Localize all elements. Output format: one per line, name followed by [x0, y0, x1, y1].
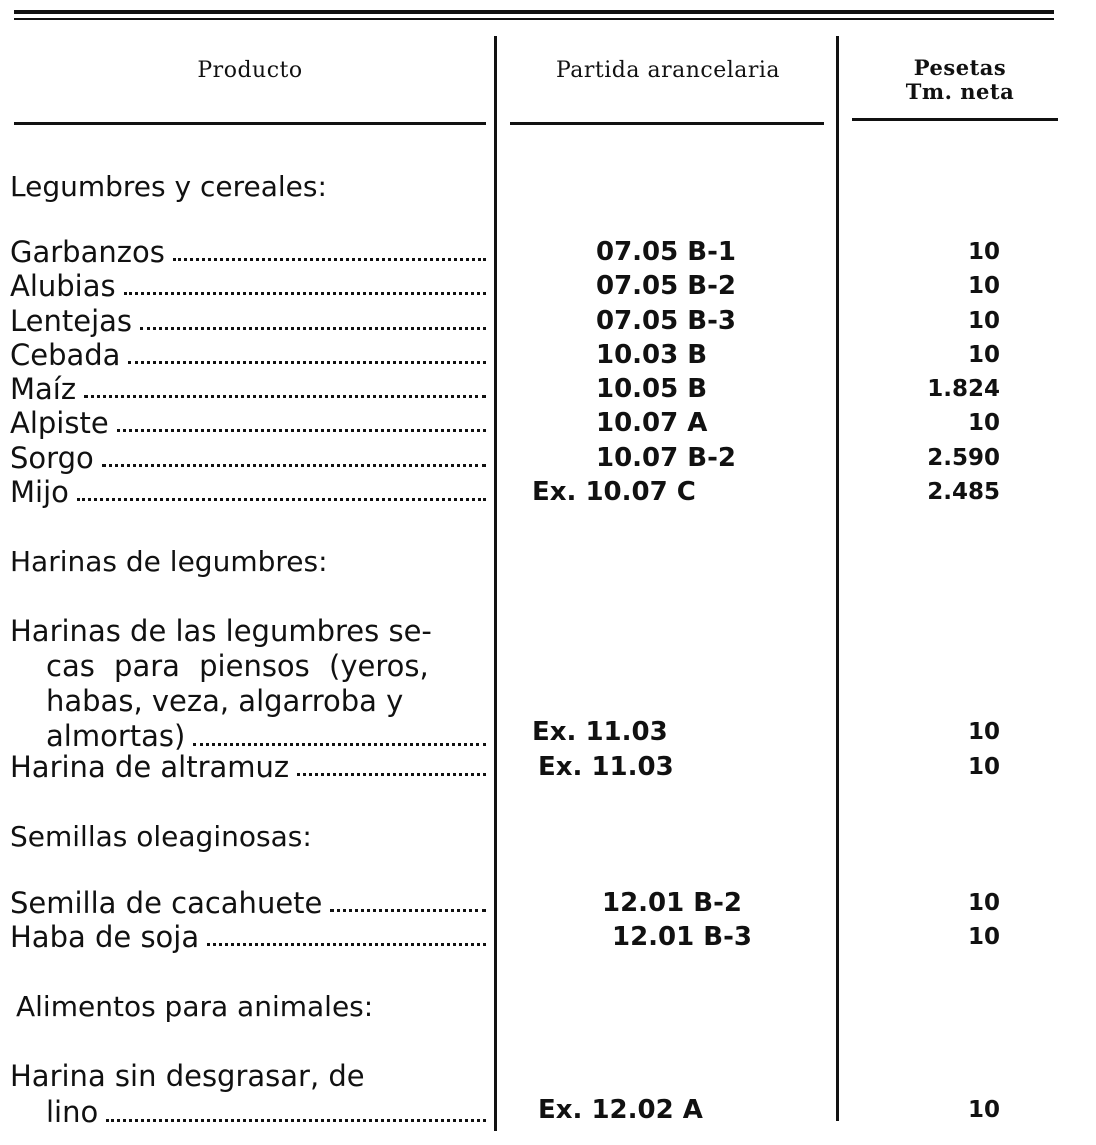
- leader-dots: [207, 943, 486, 946]
- section-title: Harinas de legumbres:: [10, 545, 328, 578]
- partida-cell: Ex. 11.03: [538, 752, 674, 782]
- product-cell: [10, 235, 486, 269]
- pesetas-cell: 10: [967, 308, 1000, 334]
- pesetas-cell: 10: [967, 1097, 1000, 1123]
- product-line: cas para piensos (yeros,: [46, 649, 429, 683]
- pesetas-cell: 10: [967, 924, 1000, 950]
- partida-cell: 12.01 B-2: [602, 888, 742, 918]
- pesetas-cell: 10: [967, 239, 1000, 265]
- pesetas-cell: 10: [967, 754, 1000, 780]
- leader-dots: [117, 429, 486, 432]
- header-pesetas: [870, 56, 1050, 104]
- partida-cell: 10.07 A: [596, 408, 708, 438]
- partida-cell: 10.03 B: [596, 340, 708, 370]
- leader-dots: [193, 743, 486, 746]
- header-producto: Producto: [197, 58, 303, 83]
- header-rule-pesetas: [852, 118, 1058, 121]
- header-pesetas-line2: Tm. neta: [905, 79, 1015, 104]
- product-name: Mijo: [10, 475, 69, 509]
- product-cell: [10, 304, 486, 338]
- product-line: habas, veza, algarroba y: [46, 684, 404, 718]
- partida-cell: Ex. 12.02 A: [538, 1095, 703, 1125]
- partida-cell: 07.05 B-2: [596, 271, 736, 301]
- leader-dots: [297, 773, 486, 776]
- product-name: Garbanzos: [10, 235, 165, 269]
- partida-cell: 10.05 B: [596, 374, 708, 404]
- column-divider-1: [494, 36, 497, 1131]
- header-rule-producto: [14, 122, 486, 125]
- product-name: Lentejas: [10, 304, 133, 338]
- column-divider-2: [836, 36, 839, 1121]
- pesetas-cell: 1.824: [927, 376, 1000, 402]
- partida-cell: 07.05 B-3: [596, 306, 736, 336]
- leader-dots: [106, 1119, 486, 1122]
- product-cell: [10, 750, 486, 784]
- leader-dots: [84, 395, 486, 398]
- leader-dots: [102, 464, 486, 467]
- header-pesetas-line1: Pesetas: [913, 55, 1007, 80]
- pesetas-cell: 2.485: [927, 479, 1000, 505]
- product-name: Semilla de cacahuete: [10, 886, 323, 920]
- pesetas-cell: 10: [967, 890, 1000, 916]
- section-title: Alimentos para animales:: [16, 990, 374, 1023]
- product-cell: [10, 372, 486, 406]
- partida-cell: 12.01 B-3: [612, 922, 752, 952]
- product-name: Harina de altramuz: [10, 750, 290, 784]
- header-partida: Partida arancelaria: [555, 58, 781, 83]
- product-cell: [10, 1058, 486, 1130]
- product-name: Cebada: [10, 338, 121, 372]
- pesetas-cell: 10: [967, 410, 1000, 436]
- product-cell: [10, 475, 486, 509]
- partida-cell: Ex. 11.03: [532, 717, 668, 747]
- product-line: Harinas de las legumbres se-: [10, 614, 432, 648]
- leader-dots: [124, 292, 486, 295]
- product-name: Maíz: [10, 372, 77, 406]
- leader-dots: [173, 258, 486, 261]
- pesetas-cell: 10: [967, 273, 1000, 299]
- product-name: Alubias: [10, 269, 116, 303]
- product-name: Sorgo: [10, 441, 94, 475]
- product-line: lino: [46, 1095, 99, 1129]
- product-name: Haba de soja: [10, 920, 200, 954]
- product-cell: [10, 406, 486, 440]
- product-name: Alpiste: [10, 406, 109, 440]
- partida-cell: 10.07 B-2: [596, 443, 736, 473]
- top-rule-thin: [14, 18, 1054, 20]
- section-title: Legumbres y cereales:: [10, 170, 327, 203]
- partida-cell: 07.05 B-1: [596, 237, 736, 267]
- product-cell: [10, 886, 486, 920]
- pesetas-cell: 10: [967, 342, 1000, 368]
- product-cell: [10, 269, 486, 303]
- product-line: Harina sin desgrasar, de: [10, 1059, 365, 1093]
- product-cell: [10, 920, 486, 954]
- product-cell: [10, 614, 486, 754]
- leader-dots: [128, 361, 486, 364]
- section-title: Semillas oleaginosas:: [10, 820, 312, 853]
- product-cell: [10, 441, 486, 475]
- header-rule-partida: [510, 122, 824, 125]
- pesetas-cell: 2.590: [927, 445, 1000, 471]
- top-rule-thick: [14, 10, 1054, 14]
- product-cell: [10, 338, 486, 372]
- leader-dots: [140, 327, 486, 330]
- product-line: almortas): [46, 719, 186, 753]
- leader-dots: [77, 498, 486, 501]
- leader-dots: [330, 909, 486, 912]
- partida-cell: Ex. 10.07 C: [532, 477, 696, 507]
- pesetas-cell: 10: [967, 719, 1000, 745]
